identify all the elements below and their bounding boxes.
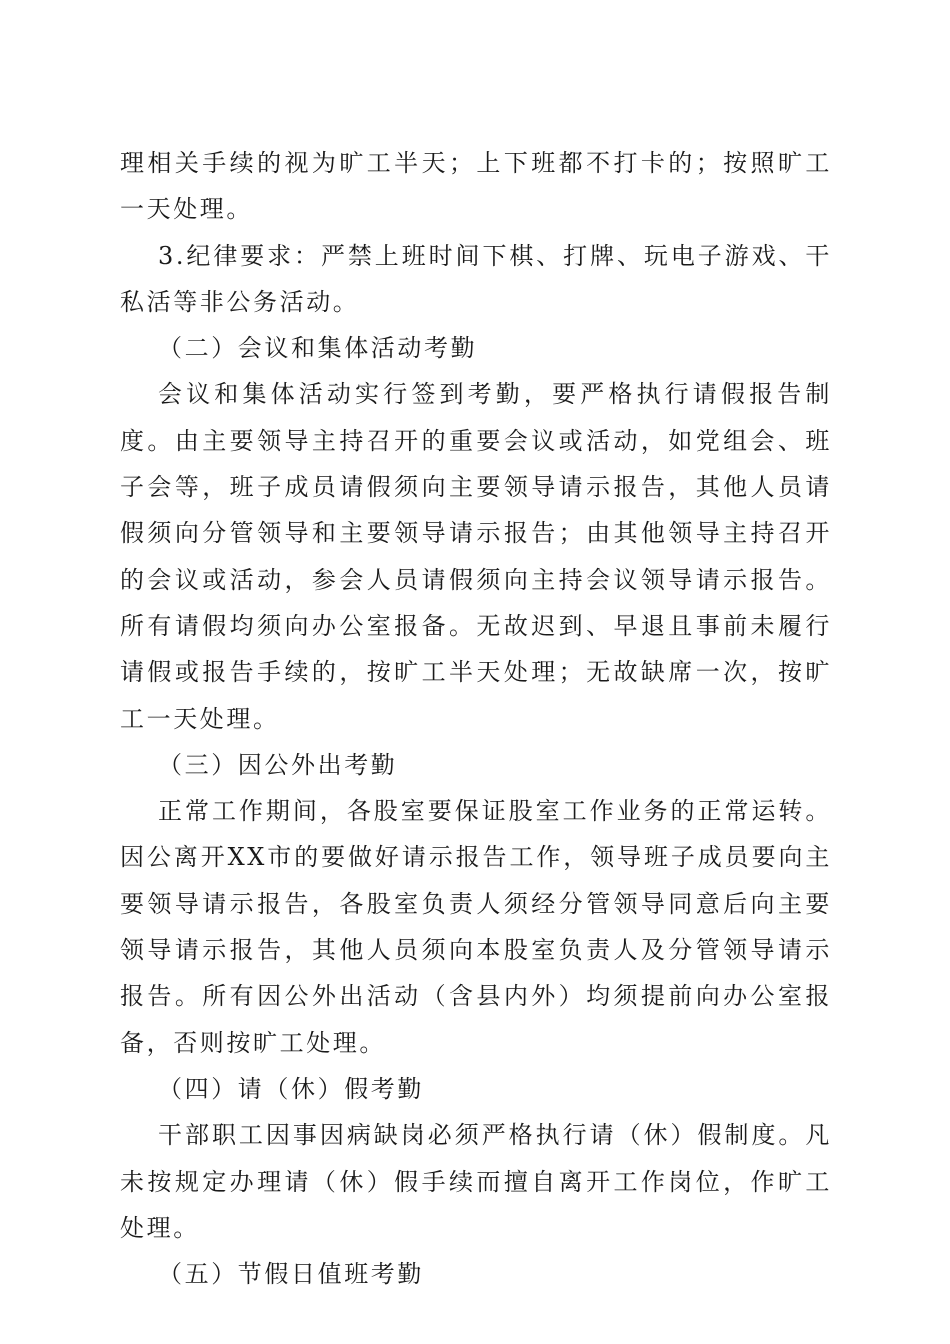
paragraph-meetings: 会议和集体活动实行签到考勤，要严格执行请假报告制度。由主要领导主持召开的重要会议或活动，如党组会、班子会等，班子成员请假须向主要领导请示报告，其他人员请假须向分管领导和主要领导请示报告；由其他领导主持召开的会议或活动，参会人员请假须向主持会议领导请示报告。所有请假均须向办公室报备。无故迟到、早退且事前未履行请假或报告手续的，按旷工半天处理；无故缺席一次，按旷工一天处理。 (120, 380, 832, 733)
section-heading-meetings: （二）会议和集体活动考勤 (158, 334, 478, 363)
document-body (120, 140, 832, 1297)
section-heading-leave: （四）请（休）假考勤 (158, 1074, 424, 1103)
paragraph-business-travel: 正常工作期间，各股室要保证股室工作业务的正常运转。因公离开XX市的要做好请示报告工作，领导班子成员要向主要领导请示报告，各股室负责人须经分管领导同意后向主要领导请示报告，其他人员须向本股室负责人及分管领导请示报告。所有因公外出活动（含县内外）均须提前向办公室报备，否则按旷工处理。 (120, 797, 832, 1057)
paragraph-leave: 干部职工因事因病缺岗必须严格执行请（休）假制度。凡未按规定办理请（休）假手续而擅自离开工作岗位，作旷工处理。 (120, 1121, 832, 1242)
paragraph-attendance-continued: 理相关手续的视为旷工半天；上下班都不打卡的；按照旷工一天处理。 (120, 149, 832, 224)
section-heading-business-travel: （三）因公外出考勤 (158, 750, 398, 779)
paragraph-discipline-requirements: 3.纪律要求：严禁上班时间下棋、打牌、玩电子游戏、干私活等非公务活动。 (120, 241, 832, 316)
section-heading-holiday-duty: （五）节假日值班考勤 (158, 1260, 424, 1289)
